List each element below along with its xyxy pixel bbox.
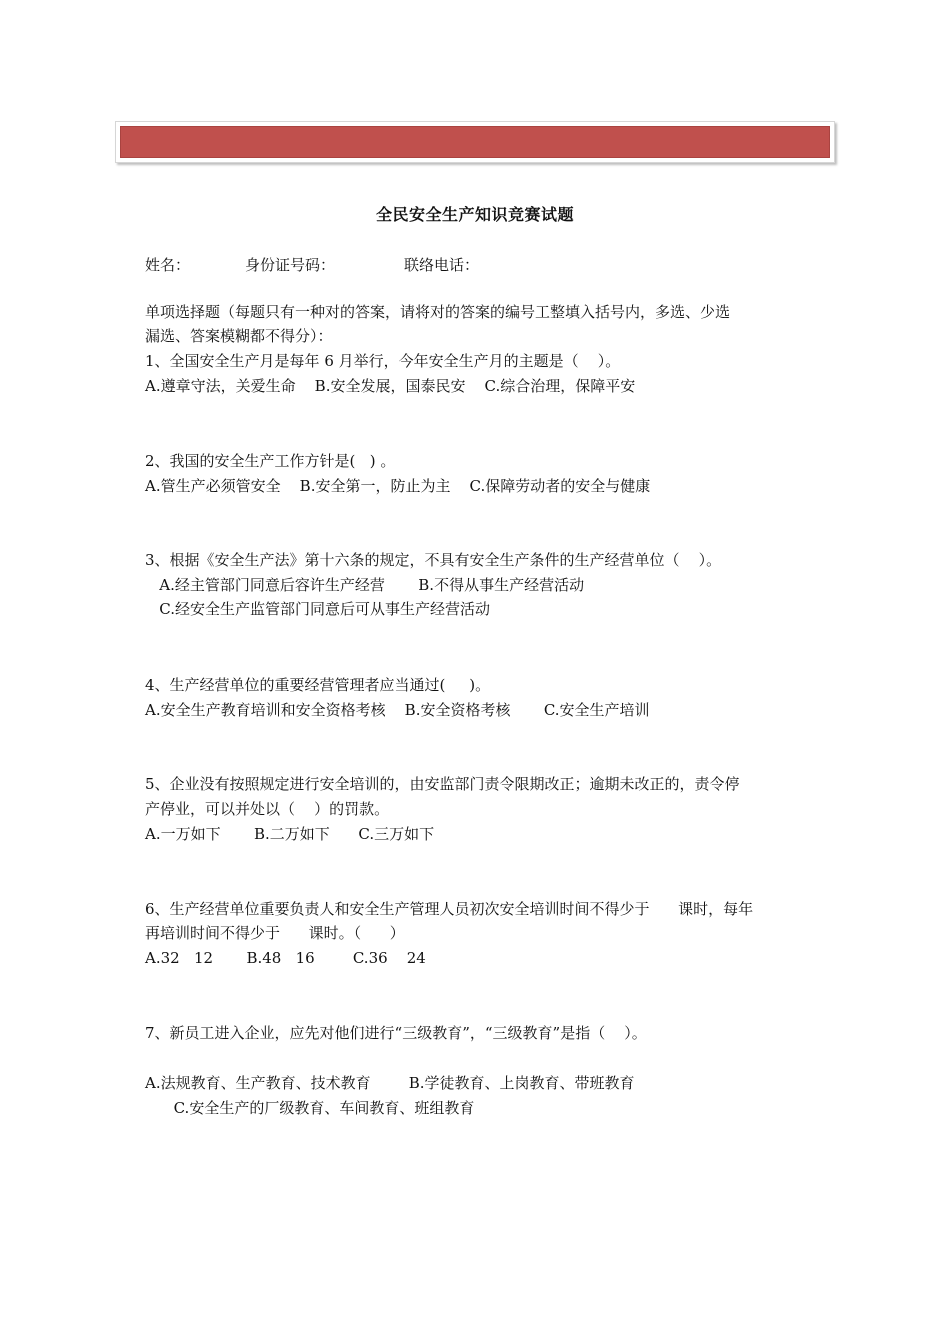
question-1-text: 1、全国安全生产月是每年 6 月举行，今年安全生产月的主题是（ ）。: [145, 352, 621, 370]
question-3-text: 3、根据《安全生产法》第十六条的规定，不具有安全生产条件的生产经营单位（ ）。: [145, 551, 722, 569]
header-banner: [115, 121, 835, 163]
question-6-options: A.32 12 B.48 16 C.36 24: [145, 949, 426, 967]
question-2-options: A.管生产必须管安全 B.安全第一，防止为主 C.保障劳动者的安全与健康: [145, 477, 651, 495]
question-6-text-2: 再培训时间不得少于 课时。（ ）: [145, 924, 405, 942]
question-6-text-1: 6、生产经营单位重要负责人和安全生产管理人员初次安全培训时间不得少于 课时，每年: [145, 900, 754, 918]
phone-field-label: 联络电话：: [404, 256, 480, 274]
instructions-line-2: 漏选、答案模糊都不得分）：: [145, 327, 333, 345]
question-5-text-2: 产停业，可以并处以（ ）的罚款。: [145, 800, 390, 818]
question-4-options: A.安全生产教育培训和安全资格考核 B.安全资格考核 C.安全生产培训: [145, 701, 650, 719]
question-2-text: 2、我国的安全生产工作方针是( ) 。: [145, 452, 396, 470]
question-3-options-2: C.经安全生产监管部门同意后可从事生产经营活动: [145, 600, 491, 618]
question-5-text-1: 5、企业没有按照规定进行安全培训的，由安监部门责令限期改正；逾期未改正的，责令停: [145, 775, 740, 793]
question-3-options-1: A.经主管部门同意后容许生产经营 B.不得从事生产经营活动: [145, 576, 585, 594]
name-field-label: 姓名：: [145, 256, 191, 274]
question-5-options: A.一万如下 B.二万如下 C.三万如下: [145, 825, 435, 843]
question-7-options-2: C.安全生产的厂级教育、车间教育、班组教育: [145, 1099, 475, 1117]
instructions-line-1: 单项选择题（每题只有一种对的答案，请将对的答案的编号工整填入括号内，多选、少选: [145, 303, 731, 321]
question-1-options: A.遵章守法，关爱生命 B.安全发展，国泰民安 C.综合治理，保障平安: [145, 377, 636, 395]
header-banner-bar: [120, 126, 830, 158]
question-7-text: 7、新员工进入企业，应先对他们进行“三级教育”，“三级教育”是指（ ）。: [145, 1024, 647, 1042]
page-title: 全民安全生产知识竞赛试题: [375, 205, 574, 224]
question-4-text: 4、生产经营单位的重要经营管理者应当通过( )。: [145, 676, 491, 694]
id-field-label: 身份证号码：: [245, 256, 336, 274]
question-7-options-1: A.法规教育、生产教育、技术教育 B.学徒教育、上岗教育、带班教育: [145, 1074, 635, 1092]
